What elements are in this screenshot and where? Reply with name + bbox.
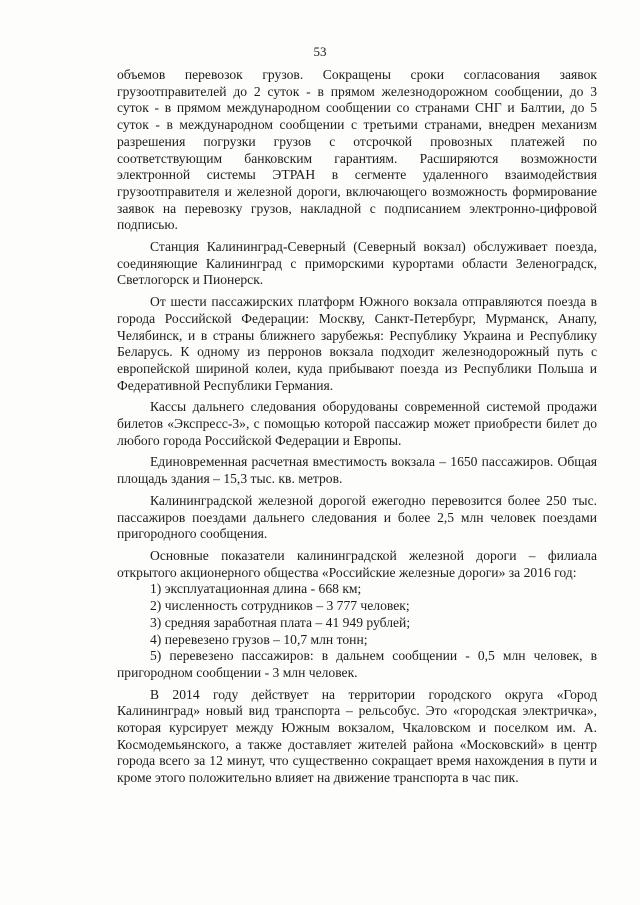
paragraph-indicators-intro: Основные показатели калининградской железной дороги – филиала открытого акционерного общества «Российские железные дороги» за 2016 год: [117, 547, 597, 580]
indicator-item: 4) перевезено грузов – 10,7 млн тонн; [150, 631, 368, 647]
page-number: 53 [313, 44, 327, 59]
indicator-item: 3) средняя заработная плата – 41 949 рублей; [150, 614, 411, 630]
indicator-item: 5) перевезено пассажиров: в дальнем сообщении - 0,5 млн человек, в пригородном сообщении - 3 млн человек. [117, 648, 597, 680]
paragraph-north-station: Станция Калининград-Северный (Северный вокзал) обслуживает поезда, соединяющие Калининград с приморскими курортами области Зеленоградск, Светлогорск и Пионерск. [117, 239, 597, 288]
paragraph-railbus: В 2014 году действует на территории городского округа «Город Калининград» новый вид транспорта – рельсобус. Это «городская электричка», которая курсирует между Южным вокзалом, Чкаловском и поселком им. А. Космодемьянского, а также доставляет жителей района «Московский» в центр города всего за 12 минут, что существенно сокращает время нахождения в пути и кроме этого положительно влияет на движение транспорта в час пик. [117, 686, 597, 786]
paragraph-continuation: объемов перевозок грузов. Сокращены сроки согласования заявок грузоотправителей до 2 суток - в прямом железнодорожном сообщении, до 3 суток - в прямом международном сообщении со странами СНГ и Балтии, до 5 суток - в международном сообщении с третьими странами, внедрен механизм разрешения погрузки грузов с отсрочкой провозных платежей по соответствующим банковским гарантиям. Расширяются возможности электронной системы ЭТРАН в сегменте удаленного взаимодействия грузоотправителя и железной дороги, включающего возможность формирование заявок на перевозку грузов, накладной с подписанием электронно-цифровой подписью. [117, 67, 597, 233]
indicator-item: 1) эксплуатационная длина - 668 км; [150, 581, 362, 597]
page-body [117, 67, 597, 787]
paragraph-capacity: Единовременная расчетная вместимость вокзала – 1650 пассажиров. Общая площадь здания – 15,3 тыс. кв. метров. [117, 454, 597, 487]
paragraph-ticket-offices: Кассы дальнего следования оборудованы современной системой продажи билетов «Экспресс-3», с помощью которой пассажир может приобрести билет до любого города Российской Федерации и Европы. [117, 399, 597, 448]
paragraph-south-station: От шести пассажирских платформ Южного вокзала отправляются поезда в города Российской Федерации: Москву, Санкт-Петербург, Мурманск, Анапу, Челябинск, и в страны ближнего зарубежья: Республику Украина и Республику Беларусь. К одному из перронов вокзала подходит железнодорожный путь с европейской шириной колеи, куда прибывают поезда из Республики Польша и Федеративной Республики Германия. [117, 294, 597, 393]
paragraph-passengers-yearly: Калининградской железной дорогой ежегодно перевозится более 250 тыс. пассажиров поездами дальнего следования и более 2,5 млн человек поездами пригородного сообщения. [117, 492, 597, 542]
indicator-item: 2) численность сотрудников – 3 777 человек; [150, 598, 410, 614]
